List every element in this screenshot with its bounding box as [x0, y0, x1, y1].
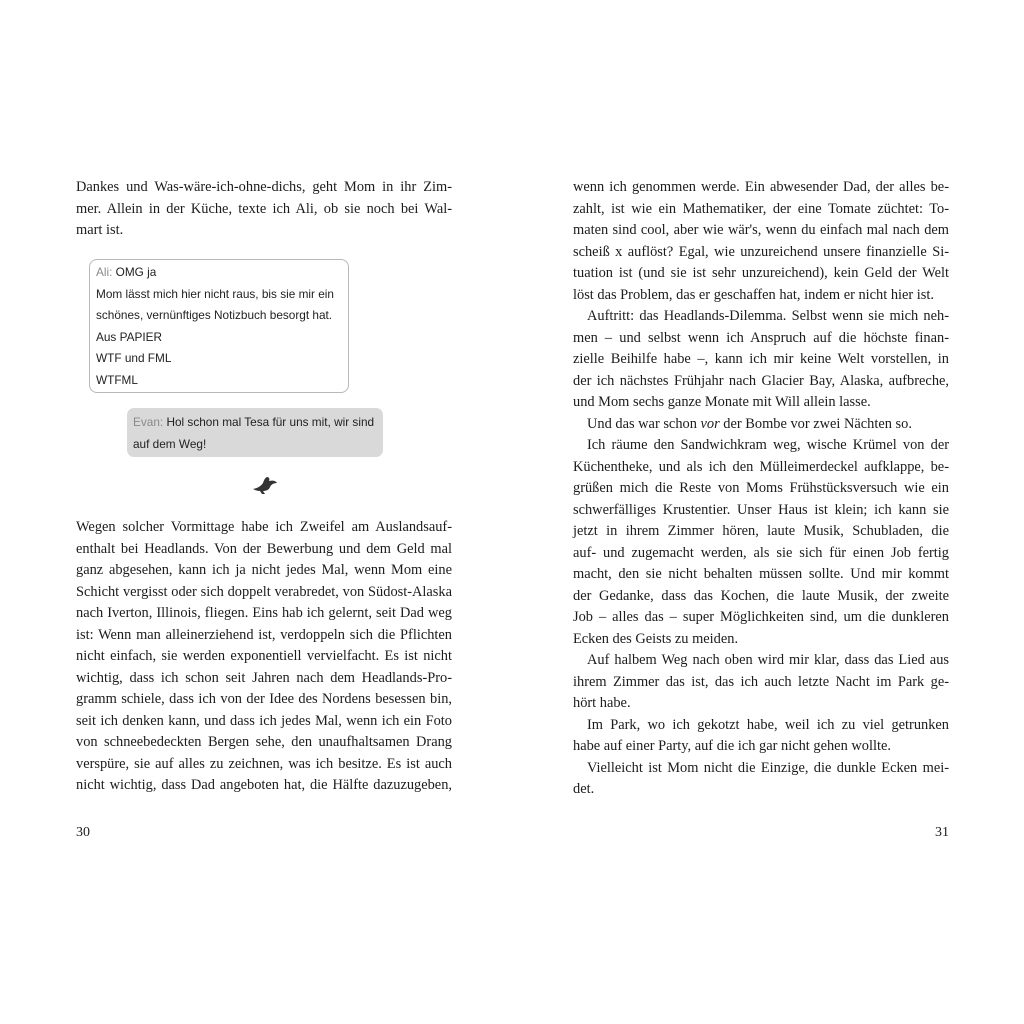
text-line: verspüre, sie auf alles zu zeichnen, was ich besitze. Es ist auch — [76, 756, 452, 772]
text-line: habe auf einer Party, auf die ich gar nicht gehen wollte. — [573, 738, 891, 754]
text-line: Und das war schon vor der Bombe vor zwei Nächten so. — [587, 416, 912, 432]
text-line: Vielleicht ist Mom nicht die Einzige, die dunkle Ecken mei- — [587, 760, 949, 776]
text-line: grüßen mich die Reste von Moms Frühstücksversuch wie ein — [573, 480, 949, 496]
message-sender: Evan: — [133, 415, 164, 429]
text-line: zielle Beihilfe habe –, kann ich mir keine Welt vorstellen, in — [573, 351, 949, 367]
text-line: mart ist. — [76, 222, 124, 238]
message-line: WTF und FML — [96, 351, 172, 365]
evan-message-bubble — [127, 408, 383, 457]
text-line: auf- und zugemacht werden, als sie sich für einen Job fertig — [573, 545, 949, 561]
text-line: zahlt, ist wie ein Mathematiker, der eine Tomate züchtet: To- — [573, 201, 949, 217]
text-line: Wegen solcher Vormittage habe ich Zweifel am Auslandsauf- — [76, 519, 452, 535]
emphasis-text: vor — [700, 416, 720, 432]
text-line: Ecken des Geists zu meiden. — [573, 631, 739, 647]
bird-icon — [252, 475, 278, 495]
text-line: Auftritt: das Headlands-Dilemma. Selbst wenn sie mich neh- — [587, 308, 949, 324]
text-line: der Gedanke, dass das Kochen, die laute Musik, der zweite — [573, 588, 949, 604]
text-line: nicht wichtig, dass Dad angeboten hat, die Hälfte dazuzugeben, — [76, 777, 452, 793]
message-sender: Ali: — [96, 265, 113, 279]
text-line: ist: Wenn man alleinerziehend ist, verdoppeln sich die Pflichten — [76, 627, 452, 643]
text-line: Schicht vergisst oder sich doppelt verabredet, von Südost-Alaska — [76, 584, 452, 600]
message-line: auf dem Weg! — [133, 437, 207, 451]
text-line: Auf halbem Weg nach oben wird mir klar, dass das Lied aus — [587, 652, 949, 668]
text-line: löst das Problem, das er geschaffen hat, indem er nicht hier ist. — [573, 287, 935, 303]
message-line: Ali: OMG ja — [96, 265, 157, 279]
text-line: det. — [573, 781, 595, 797]
text-line: ganz abgesehen, kann ich ja nicht jedes Mal, wenn Mom eine — [76, 562, 452, 578]
text-line: hört habe. — [573, 695, 631, 711]
text-line: von schneebedeckten Bergen sehe, den unaufhaltsamen Drang — [76, 734, 452, 750]
text-line: Ich räume den Sandwichkram weg, wische Krümel von der — [587, 437, 949, 453]
message-line: Mom lässt mich hier nicht raus, bis sie mir ein — [96, 287, 334, 301]
message-line: WTFML — [96, 373, 138, 387]
text-line: seit ich denken kann, und dass ich jedes Mal, wenn ich ein Foto — [76, 713, 452, 729]
text-line: der ich nächstes Frühjahr nach Glacier Bay, Alaska, aufbreche, — [573, 373, 949, 389]
text-line: wenn ich genommen werde. Ein abwesender Dad, der alles be- — [573, 179, 949, 195]
text-line: enthalt bei Headlands. Von der Bewerbung und dem Geld mal — [76, 541, 452, 557]
ali-message-bubble — [89, 259, 349, 393]
text-line: maten sind cool, aber wie wär's, wenn du einfach mal nach dem — [573, 222, 949, 238]
text-line: tuation ist (und sie ist sehr unzureichend), kein Geld der Welt — [573, 265, 949, 281]
text-line: und Mom sechs ganze Monate mit Will allein lasse. — [573, 394, 871, 410]
text-line: jetzt in ihrem Zimmer hören, laute Musik, Schubladen, die — [573, 523, 949, 539]
page-number: 31 — [935, 825, 949, 840]
text-line: macht, den sie nicht behalten müssen sollte. Und mir kommt — [573, 566, 949, 582]
text-line: Job – alles das – super Möglichkeiten sind, um die dunkleren — [573, 609, 949, 625]
text-line: schwerfälliges Krustentier. Unser Haus ist klein; ich kann sie — [573, 502, 949, 518]
text-line: nach Iverton, Illinois, fliegen. Eins hab ich gelernt, seit Dad weg — [76, 605, 452, 621]
text-line: mer. Allein in der Küche, texte ich Ali, ob sie noch bei Wal- — [76, 201, 452, 217]
text-line: gramm schiele, dass ich von der Idee des Nordens besessen bin, — [76, 691, 452, 707]
text-line: nicht einfach, sie werden exponentiell vervielfacht. Es ist nicht — [76, 648, 452, 664]
text-line: ihrem Zimmer das ist, das ich auch letzte Nacht im Park ge- — [573, 674, 949, 690]
text-line: wichtig, dass ich schon seit Jahren nach dem Headlands-Pro- — [76, 670, 452, 686]
message-line: Aus PAPIER — [96, 330, 163, 344]
text-line: Küchentheke, und als ich den Mülleimerdeckel aufklappe, be- — [573, 459, 949, 475]
message-line: Evan: Hol schon mal Tesa für uns mit, wir sind — [133, 415, 375, 429]
text-line: men – und selbst wenn ich Anspruch auf die höchste finan- — [573, 330, 949, 346]
text-line: Dankes und Was-wäre-ich-ohne-dichs, geht Mom in ihr Zim- — [76, 179, 452, 195]
text-line: Im Park, wo ich gekotzt habe, weil ich zu viel getrunken — [587, 717, 949, 733]
page-number: 30 — [76, 825, 90, 840]
text-line: scheiß x auflöst? Egal, wie unzureichend unsere finanzielle Si- — [573, 244, 949, 260]
message-line: schönes, vernünftiges Notizbuch besorgt hat. — [96, 308, 333, 322]
